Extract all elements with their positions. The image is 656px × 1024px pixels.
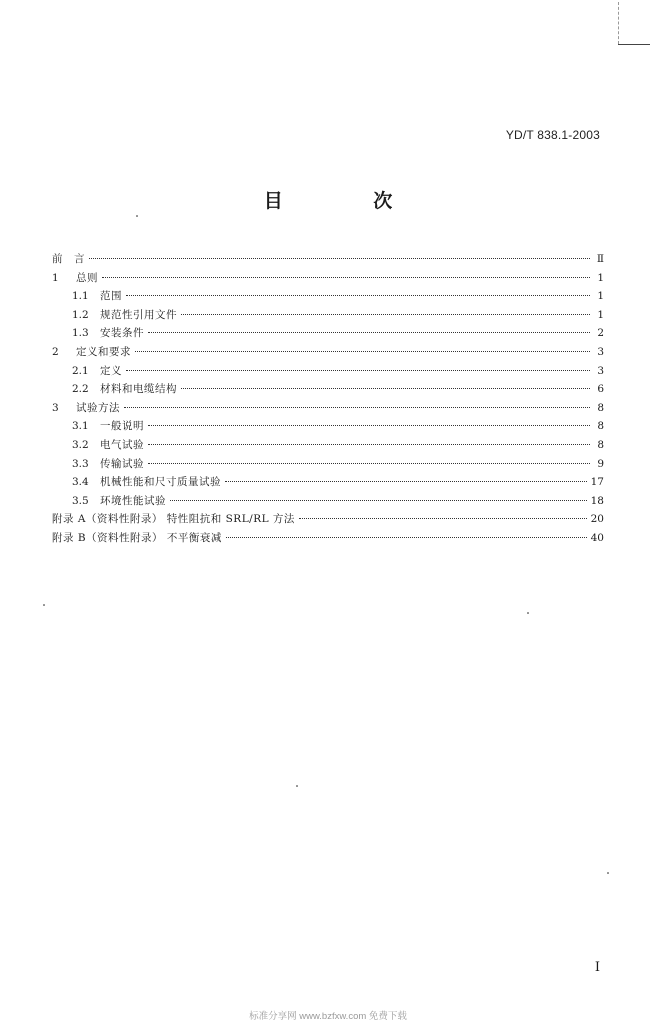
toc-entry-page: 8	[597, 420, 604, 433]
toc-entry[interactable]	[52, 250, 604, 269]
toc-entry[interactable]	[52, 492, 604, 511]
toc-entry-number: 1.3	[72, 327, 89, 340]
toc-entry[interactable]	[52, 343, 604, 362]
toc-entry-label: 前 言	[52, 253, 85, 265]
toc-entry-page: 8	[597, 438, 604, 451]
toc-entry-label: 规范性引用文件	[100, 308, 177, 321]
toc-entry[interactable]	[52, 436, 604, 455]
page-number: I	[594, 960, 600, 975]
toc-dot-leader	[126, 295, 590, 296]
toc-entry[interactable]	[52, 473, 604, 492]
toc-entry-label: 机械性能和尺寸质量试验	[100, 476, 221, 489]
toc-entry-page: 40	[590, 531, 604, 544]
toc-entry-label: 环境性能试验	[100, 494, 166, 507]
toc-dot-leader	[181, 388, 590, 389]
toc-entry-page: 9	[597, 457, 604, 470]
scan-speck	[527, 612, 529, 614]
toc-entry-page: 6	[597, 383, 604, 396]
toc-entry-page: 18	[590, 494, 604, 507]
toc-entry-page: 1	[597, 290, 604, 303]
corner-rule	[618, 44, 650, 45]
toc-entry-label: 试验方法	[76, 401, 120, 414]
toc-entry-page: 17	[590, 476, 604, 489]
toc-entry-label: 一般说明	[100, 420, 144, 433]
toc-entry-page: 8	[597, 401, 604, 414]
toc-entry-number: 3.3	[72, 457, 89, 470]
toc-dot-leader	[225, 481, 587, 482]
table-of-contents	[52, 250, 604, 548]
toc-entry-number: 3.4	[72, 476, 89, 489]
toc-entry-page: 1	[597, 308, 604, 321]
toc-dot-leader	[126, 370, 590, 371]
toc-entry-page: Ⅱ	[596, 253, 604, 265]
corner-crop-mark	[618, 2, 620, 44]
toc-entry-label: 电气试验	[100, 438, 144, 451]
toc-dot-leader	[124, 407, 590, 408]
toc-dot-leader	[89, 258, 590, 259]
toc-entry-label: 总则	[76, 271, 98, 284]
toc-entry-label: 传输试验	[100, 457, 144, 470]
toc-entry-page: 1	[597, 271, 604, 284]
toc-dot-leader	[299, 518, 587, 519]
toc-entry-label: 安装条件	[100, 327, 144, 340]
toc-entry-label: 附录 A（资料性附录） 特性阻抗和 SRL/RL 方法	[52, 513, 295, 526]
toc-dot-leader	[135, 351, 590, 352]
toc-dot-leader	[148, 425, 590, 426]
toc-entry[interactable]	[52, 380, 604, 399]
toc-entry[interactable]	[52, 324, 604, 343]
toc-entry-page: 3	[597, 345, 604, 358]
toc-entry-page: 2	[597, 327, 604, 340]
toc-entry-label: 材料和电缆结构	[100, 383, 177, 396]
toc-entry-number: 2.1	[72, 364, 89, 377]
toc-entry-number: 3.5	[72, 494, 89, 507]
toc-dot-leader	[148, 332, 590, 333]
toc-entry-number: 1	[52, 271, 59, 284]
toc-entry-page: 20	[590, 513, 604, 526]
toc-entry[interactable]	[52, 287, 604, 306]
toc-entry-number: 1.2	[72, 308, 89, 321]
toc-entry-number: 3.1	[72, 420, 89, 433]
toc-entry[interactable]	[52, 399, 604, 418]
toc-entry-number: 2	[52, 345, 59, 358]
toc-entry-label: 定义和要求	[76, 345, 131, 358]
toc-entry[interactable]	[52, 529, 604, 548]
toc-entry[interactable]	[52, 269, 604, 288]
page-title: 目 次	[263, 190, 435, 212]
toc-entry-label: 定义	[100, 364, 122, 377]
toc-entry-label: 附录 B（资料性附录） 不平衡衰减	[52, 531, 222, 544]
standard-code: YD/T 838.1-2003	[505, 128, 600, 142]
toc-entry-page: 3	[597, 364, 604, 377]
toc-dot-leader	[170, 500, 587, 501]
toc-entry-number: 3	[52, 401, 59, 414]
toc-entry-number: 3.2	[72, 438, 89, 451]
scan-speck	[43, 604, 45, 606]
toc-entry[interactable]	[52, 417, 604, 436]
scan-speck	[607, 872, 609, 874]
toc-dot-leader	[181, 314, 590, 315]
toc-dot-leader	[226, 537, 587, 538]
scan-speck	[136, 215, 138, 217]
toc-dot-leader	[102, 277, 590, 278]
toc-entry[interactable]	[52, 362, 604, 381]
scan-speck	[296, 785, 298, 787]
toc-dot-leader	[148, 444, 590, 445]
toc-entry-number: 1.1	[72, 290, 89, 303]
toc-entry[interactable]	[52, 510, 604, 529]
watermark: 标准分享网 www.bzfxw.com 免费下载	[249, 1011, 407, 1022]
toc-entry[interactable]	[52, 455, 604, 474]
toc-entry-number: 2.2	[72, 383, 89, 396]
toc-entry[interactable]	[52, 306, 604, 325]
toc-dot-leader	[148, 463, 590, 464]
toc-entry-label: 范围	[100, 290, 122, 303]
